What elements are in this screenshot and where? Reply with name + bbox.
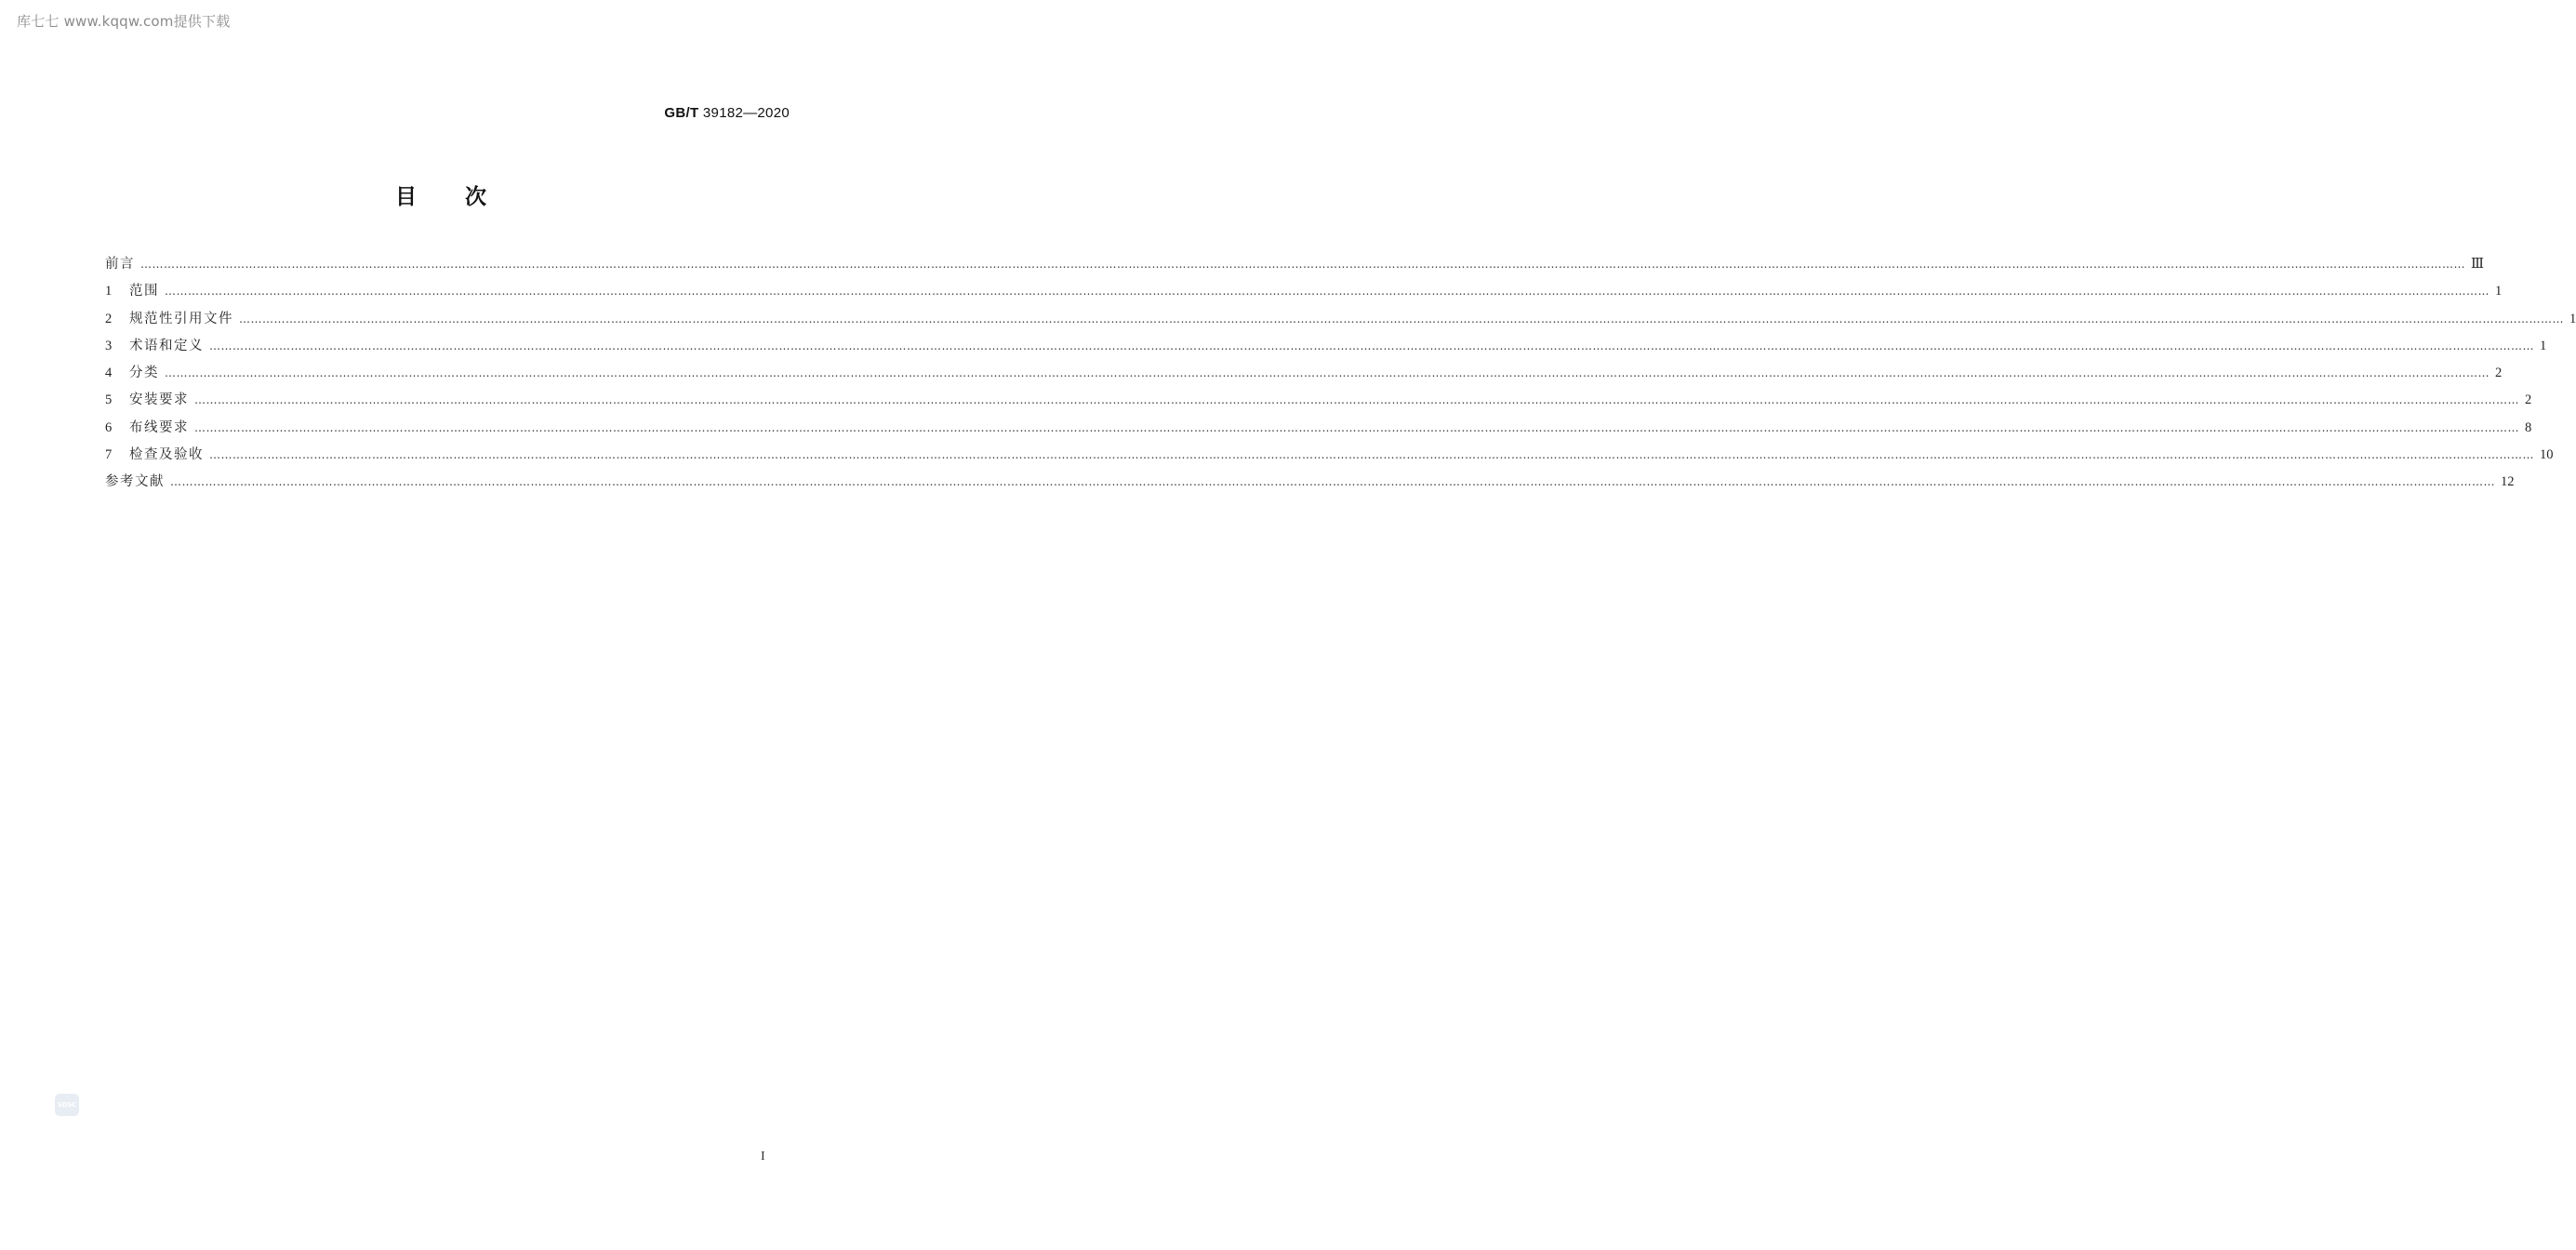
footer-page-number: I — [761, 1150, 765, 1164]
standard-prefix: GB/T — [664, 105, 699, 121]
page-title — [0, 180, 883, 210]
sdsc-logo-icon — [55, 1094, 79, 1116]
toc-leader-dots: …………………………………………………………………………………………………………………………………………………………………………………………………………………………………………………………………………………………………………………………………………………………………………………………………………………………………………………………………………………………………………………………………………………… — [209, 339, 2534, 352]
logo-text: SDSC — [57, 1101, 77, 1109]
toc-section-number: 4 — [105, 366, 113, 381]
toc-leader-dots: …………………………………………………………………………………………………………………………………………………………………………………………………………………………………………………………………………………………………………………………………………………………………………………………………………………………………………………………………………………………………………………………………………………… — [194, 393, 2519, 407]
toc-label: 范围 — [129, 284, 159, 299]
toc-leader-dots: …………………………………………………………………………………………………………………………………………………………………………………………………………………………………………………………………………………………………………………………………………………………………………………………………………………………………………………………………………………………………………………………………………………… — [165, 366, 2490, 380]
toc-section-number: 5 — [105, 392, 113, 408]
toc-entry-installation[interactable] — [105, 387, 2532, 414]
toc-leader-dots: …………………………………………………………………………………………………………………………………………………………………………………………………………………………………………………………………………………………………………………………………………………………………………………………………………………………………………………………………………………………………………………………………………………… — [239, 312, 2564, 326]
toc-page-number: 10 — [2540, 447, 2554, 463]
title-char-2: 次 — [465, 185, 488, 209]
toc-entry-classification[interactable] — [105, 360, 2503, 387]
toc-section-number: 3 — [105, 338, 113, 353]
title-char-1: 目 — [395, 185, 418, 209]
table-of-contents — [105, 251, 2576, 497]
toc-entry-bibliography[interactable] — [105, 469, 2515, 496]
toc-page-number: 8 — [2525, 419, 2532, 435]
toc-entry-foreword[interactable] — [105, 251, 2484, 278]
toc-leader-dots: …………………………………………………………………………………………………………………………………………………………………………………………………………………………………………………………………………………………………………………………………………………………………………………………………………………………………………………………………………………………………………………………………………………… — [140, 258, 2465, 271]
toc-label: 检查及验收 — [129, 447, 204, 463]
watermark-text: 库七七 www.kqqw.com提供下载 — [17, 13, 231, 30]
toc-section-number: 7 — [105, 447, 113, 463]
toc-section-number: 6 — [105, 419, 113, 435]
toc-label: 布线要求 — [129, 419, 189, 435]
toc-page-number: 1 — [2495, 284, 2503, 299]
toc-label: 规范性引用文件 — [129, 311, 233, 326]
toc-page-number: Ⅲ — [2471, 257, 2484, 272]
toc-page-number: 1 — [2569, 311, 2576, 326]
toc-page-number: 1 — [2540, 338, 2547, 353]
toc-leader-dots: …………………………………………………………………………………………………………………………………………………………………………………………………………………………………………………………………………………………………………………………………………………………………………………………………………………………………………………………………………………………………………………………………………………… — [165, 285, 2490, 299]
toc-entry-normative-references[interactable] — [105, 306, 2576, 333]
toc-leader-dots: …………………………………………………………………………………………………………………………………………………………………………………………………………………………………………………………………………………………………………………………………………………………………………………………………………………………………………………………………………………………………………………………………………………… — [194, 420, 2519, 434]
toc-label: 安装要求 — [129, 392, 189, 408]
toc-entry-scope[interactable] — [105, 278, 2503, 305]
toc-section-number: 1 — [105, 284, 113, 299]
toc-entry-inspection[interactable] — [105, 442, 2554, 469]
toc-leader-dots: …………………………………………………………………………………………………………………………………………………………………………………………………………………………………………………………………………………………………………………………………………………………………………………………………………………………………………………………………………………………………………………………………………………… — [209, 448, 2534, 462]
toc-entry-terms[interactable] — [105, 333, 2547, 360]
toc-label: 分类 — [129, 366, 159, 381]
toc-entry-wiring[interactable] — [105, 415, 2532, 442]
toc-page-number: 2 — [2525, 392, 2532, 408]
toc-page-number: 2 — [2495, 366, 2503, 381]
toc-leader-dots: …………………………………………………………………………………………………………………………………………………………………………………………………………………………………………………………………………………………………………………………………………………………………………………………………………………………………………………………………………………………………………………………………………………… — [170, 475, 2495, 489]
toc-label: 术语和定义 — [129, 338, 204, 353]
toc-page-number: 12 — [2501, 474, 2515, 490]
toc-label: 参考文献 — [105, 474, 165, 490]
standard-code — [664, 105, 790, 121]
standard-number: 39182—2020 — [702, 105, 790, 121]
toc-label: 前言 — [105, 257, 135, 272]
toc-section-number: 2 — [105, 311, 113, 326]
